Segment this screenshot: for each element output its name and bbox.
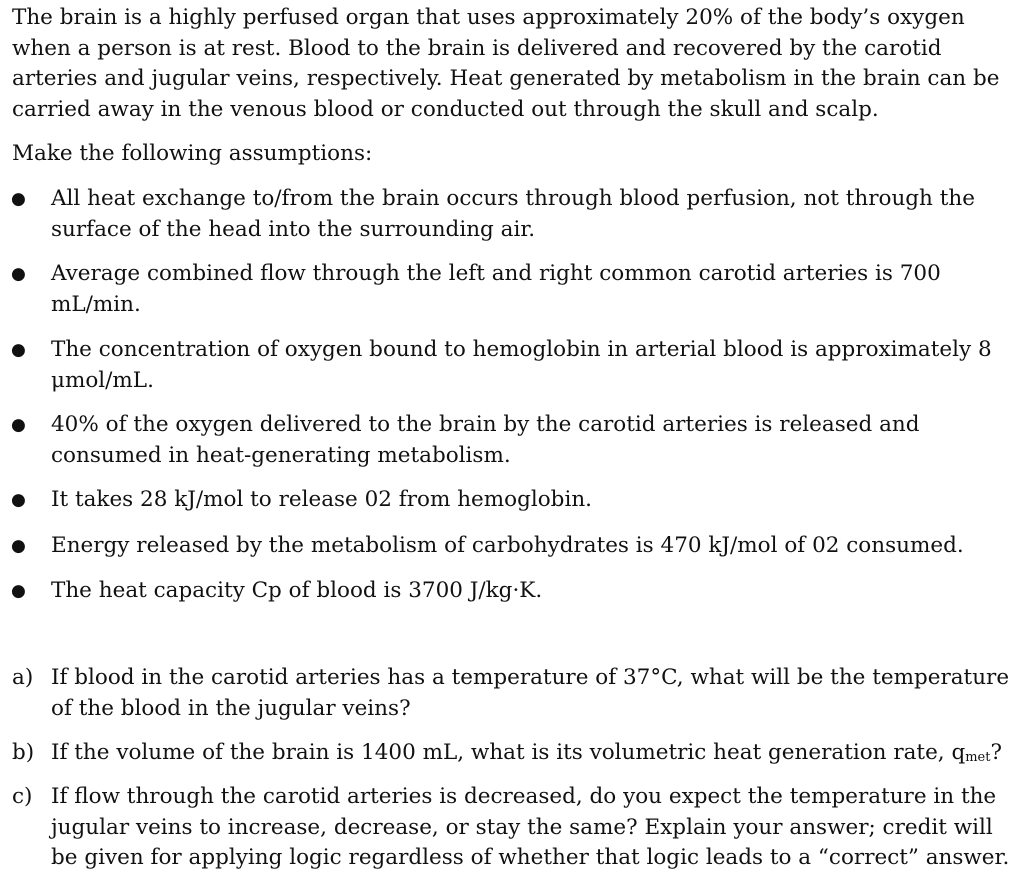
question-text: If flow through the carotid arteries is decreased, do you expect the temperature in the jugular veins to increase, decrease, or stay the same? Explain your answer; credit will be given for applying logic regardless of whether that logic leads to a “correct” answer.: [51, 784, 1010, 870]
bullet-icon: ●: [11, 581, 26, 601]
bullet-icon: ●: [11, 189, 26, 209]
bullet-icon: ●: [11, 415, 26, 435]
bullet-icon: ●: [11, 340, 26, 360]
assumption-text: The heat capacity Cp of blood is 3700 J/kg·K.: [51, 578, 543, 603]
question-text: If blood in the carotid arteries has a temperature of 37°C, what will be the temperature of the blood in the jugular veins?: [51, 665, 1010, 721]
subscript-met: met: [965, 750, 991, 765]
bullet-icon: ●: [11, 536, 26, 556]
question-letter: a): [12, 665, 34, 690]
assumption-text: 40% of the oxygen delivered to the brain by the carotid arteries is released and consumed in heat-generating metabolism.: [51, 412, 920, 468]
bullet-icon: ●: [11, 490, 26, 510]
question-letter: b): [12, 740, 35, 765]
question-text: If the volume of the brain is 1400 mL, what is its volumetric heat generation rate, q: [51, 740, 966, 765]
assumption-text: It takes 28 kJ/mol to release 02 from hemoglobin.: [51, 487, 592, 512]
assumption-text: Average combined flow through the left and right common carotid arteries is 700 mL/min.: [51, 261, 941, 317]
assumption-text: Energy released by the metabolism of carbohydrates is 470 kJ/mol of 02 consumed.: [51, 533, 964, 558]
intro-paragraph: The brain is a highly perfused organ that uses approximately 20% of the body’s oxygen when a person is at rest. Blood to the brain is delivered and recovered by the carotid arteries and jugular veins, respectively. Heat generated by metabolism in the brain can be carried away in the venous blood or conducted out through the skull and scalp.: [12, 5, 1000, 122]
assumption-text: All heat exchange to/from the brain occurs through blood perfusion, not through the surface of the head into the surrounding air.: [51, 186, 975, 242]
question-letter: c): [12, 784, 33, 809]
question-end: ?: [990, 740, 1003, 765]
bullet-icon: ●: [11, 264, 26, 284]
assumption-text: The concentration of oxygen bound to hemoglobin in arterial blood is approximately 8 μmol/mL.: [51, 337, 992, 393]
question-text-wrapper: [51, 738, 1016, 774]
assumptions-heading: Make the following assumptions:: [12, 141, 373, 166]
